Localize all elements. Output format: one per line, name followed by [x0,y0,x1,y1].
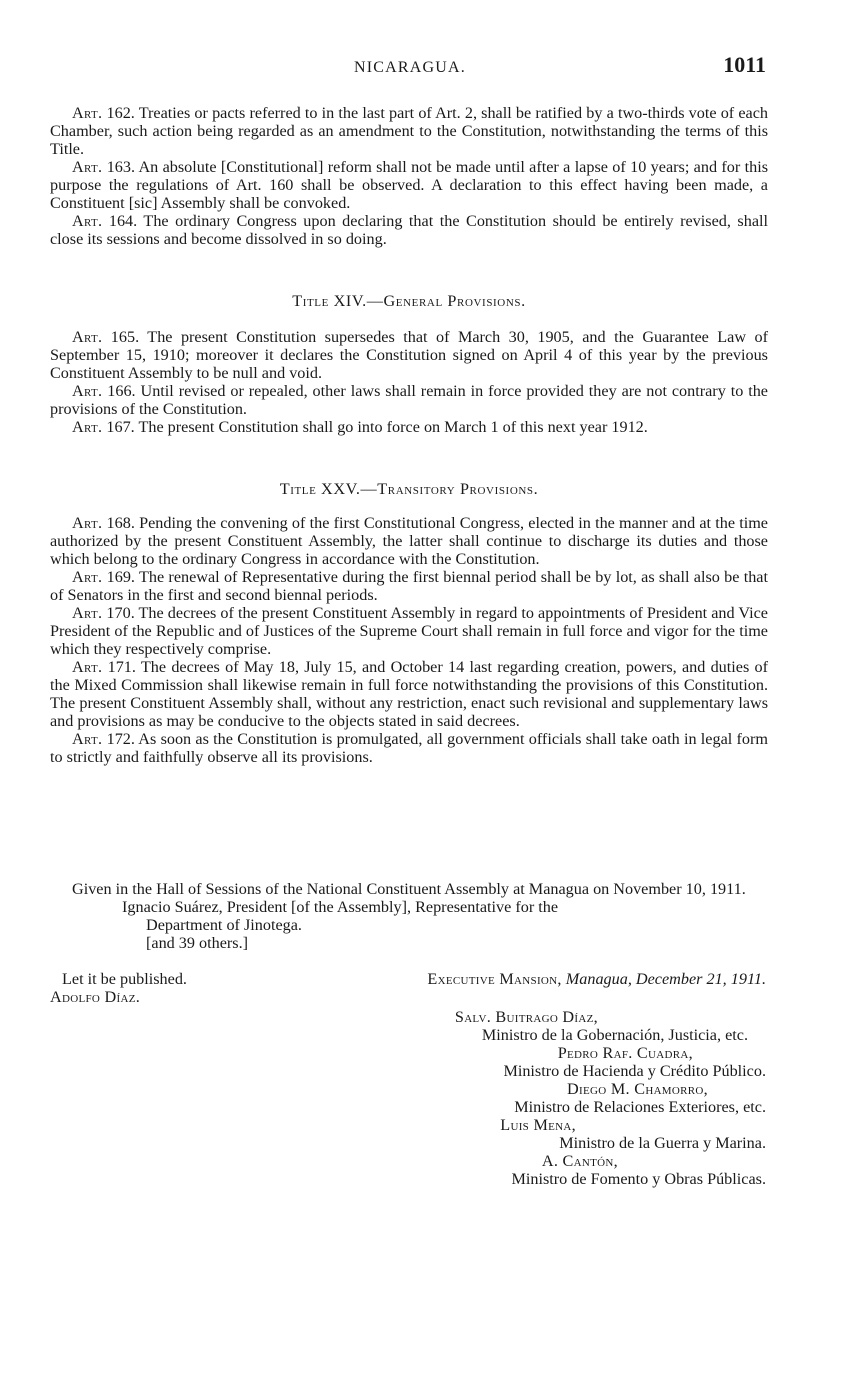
article-label: Art. [72,568,103,586]
article-label: Art. [72,212,103,230]
title-xiv-heading: Title XIV.—General Provisions. [292,292,526,310]
article-165 [50,328,768,382]
given-clause [50,880,768,952]
given-text: Given in the Hall of Sessions of the National Constituent Assembly at Managua on November 10, 1911. [72,880,746,898]
article-163 [50,158,768,212]
minister-title: Ministro de Relaciones Exteriores, etc. [514,1098,766,1116]
article-label: Art. [72,604,103,622]
minister-name: Salv. Buitrago Díaz, [454,1008,598,1026]
article-label: Art. [72,658,103,676]
mansion-line [427,970,766,988]
article-text: 163. An absolute [Constitutional] reform shall not be made until after a lapse of 10 years; and for this purpose the regulations of Art. 160 shall be observed. A declaration to this effect having been made, a Constituent [sic] Assembly shall be convoked. [50,158,768,212]
article-text: 169. The renewal of Representative during the first biennal period shall be by lot, as shall also be that of Senators in the first and second biennal periods. [50,568,768,604]
article-text: 171. The decrees of May 18, July 15, and October 14 last regarding creation, powers, and duties of the Mixed Commission shall likewise remain in full force notwithstanding the provisions of this Constitution. The present Constituent Assembly shall, without any restriction, enact such revisional and supplementary laws and provisions as may be conducive to the objects stated in said decrees. [50,658,768,730]
minister-title: Ministro de la Gobernación, Justicia, etc. [481,1026,748,1044]
article-text: 166. Until revised or repealed, other laws shall remain in force provided they are not contrary to the provisions of the Constitution. [50,382,768,418]
assembly-signer: Ignacio Suárez, President [of the Assembly], Representative for the [122,898,559,916]
article-label: Art. [72,104,103,122]
article-166 [50,382,768,418]
article-168 [50,514,768,568]
minister-title: Ministro de la Guerra y Marina. [559,1134,766,1152]
article-171 [50,658,768,730]
article-text: 172. As soon as the Constitution is promulgated, all government officials shall take oath in legal form to strictly and faithfully observe all its provisions. [50,730,768,766]
article-text: 167. The present Constitution shall go into force on March 1 of this next year 1912. [102,418,648,436]
title-xxv-heading: Title XXV.—Transitory Provisions. [279,480,539,498]
ministers-signatures [50,1008,768,1188]
articles-168-172 [50,514,768,766]
article-167 [50,418,768,436]
president-name: Adolfo Díaz. [50,988,141,1006]
article-label: Art. [72,418,103,436]
article-label: Art. [72,158,103,176]
minister-name: A. Cantón, [541,1152,618,1170]
article-label: Art. [72,730,103,748]
page-header [50,52,768,82]
other-signers: [and 39 others.] [146,934,249,952]
article-text: 170. The decrees of the present Constituent Assembly in regard to appointments of President and Vice President of the Republic and of Justices of the Supreme Court shall remain in full force and vigor for the time which they respectively comprise. [50,604,768,658]
page-number: 1011 [723,52,766,77]
article-text: 164. The ordinary Congress upon declaring that the Constitution should be entirely revised, shall close its sessions and become dissolved in so doing. [50,212,768,248]
minister-title: Ministro de Fomento y Obras Públicas. [511,1170,766,1188]
article-172 [50,730,768,766]
articles-162-164 [50,104,768,248]
minister-name: Luis Mena, [500,1116,576,1134]
minister-name: Diego M. Chamorro, [567,1080,708,1098]
article-169 [50,568,768,604]
article-label: Art. [72,514,103,532]
running-title: NICARAGUA. [354,59,466,76]
article-text: 165. The present Constitution supersedes that of March 30, 1905, and the Guarantee Law of September 15, 1910; moreover it declares the Constitution signed on April 4 of this year by the previous Constituent Assembly to be null and void. [50,328,768,382]
articles-165-167 [50,328,768,436]
proclamation [50,970,768,1006]
minister-name: Pedro Raf. Cuadra, [557,1044,693,1062]
article-text: 168. Pending the convening of the first Constitutional Congress, elected in the manner and at the time authorized by the present Constituent Assembly, the latter shall continue to discharge its duties and those which belong to the ordinary Congress in accordance with the Constitution. [50,514,768,568]
article-170 [50,604,768,658]
minister-title: Ministro de Hacienda y Crédito Público. [503,1062,766,1080]
place-date: Managua, December 21, 1911. [565,970,766,988]
article-164 [50,212,768,248]
article-text: 162. Treaties or pacts referred to in the last part of Art. 2, shall be ratified by a two-thirds vote of each Chamber, such action being regarded as an amendment to the Constitution, notwithstanding the terms of this Title. [50,104,768,158]
assembly-signer-department: Department of Jinotega. [146,916,302,934]
publish-text: Let it be published. [62,970,187,988]
article-label: Art. [72,382,103,400]
article-162 [50,104,768,158]
executive-mansion: Executive Mansion, [427,970,562,988]
article-label: Art. [72,328,103,346]
